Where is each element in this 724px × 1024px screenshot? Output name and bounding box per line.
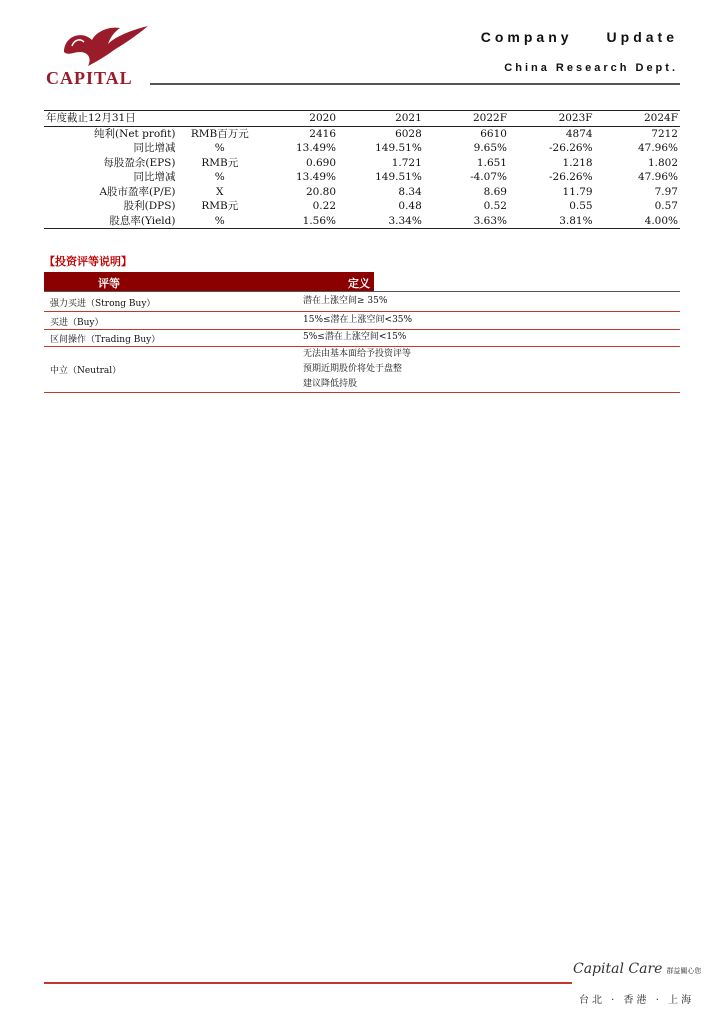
logo-wordmark: CAPITAL — [46, 68, 133, 88]
cell-value: 6028 — [395, 127, 422, 140]
rating-row — [44, 294, 680, 312]
rating-definition: 建议降低持股 — [303, 379, 358, 389]
table-header-row — [44, 111, 680, 127]
cell-value: 3.63% — [424, 214, 509, 229]
rating-row — [44, 347, 680, 393]
cell-value: -4.07% — [470, 171, 507, 183]
row-label: 每股盈余(EPS) — [103, 156, 176, 169]
row-label: 股利(DPS) — [123, 200, 176, 212]
cell-value: 20.80 — [305, 185, 337, 198]
table-row — [44, 214, 680, 229]
rating-name: 买进（Buy） — [50, 318, 104, 328]
footer-logo-text: Capital Care — [573, 961, 663, 977]
rating-column-header: 评等 — [98, 277, 120, 290]
capital-logo — [44, 22, 156, 88]
rating-row — [44, 313, 680, 330]
title-company: Company — [480, 29, 573, 45]
cell-value: 8.34 — [398, 185, 422, 198]
cell-value: 1.651 — [476, 156, 507, 169]
table-row — [44, 156, 680, 171]
capital-care-logo — [573, 961, 701, 977]
footer-logo-cn: 群益關心您 — [666, 967, 702, 975]
header-year: 2020 — [262, 111, 338, 127]
header-year: 2022F — [424, 111, 509, 127]
row-unit: RMB元 — [201, 200, 239, 212]
row-label: A股市盈率(P/E) — [99, 185, 176, 198]
cell-value: 0.52 — [483, 200, 507, 212]
rating-definition: 无法由基本面给予投资评等 — [303, 349, 412, 359]
cell-value: 0.690 — [305, 156, 337, 169]
cell-value: 11.79 — [562, 185, 593, 198]
cell-value: 149.51% — [375, 171, 422, 183]
row-label: 同比增减 — [133, 142, 176, 154]
cell-value: 6610 — [480, 127, 507, 140]
cell-value: 3.34% — [338, 214, 424, 229]
cell-value: 8.69 — [483, 185, 507, 198]
row-unit: % — [214, 142, 225, 154]
cell-value: 1.721 — [391, 156, 422, 169]
cell-value: -26.26% — [548, 142, 593, 154]
row-label: 股息率(Yield) — [44, 214, 177, 229]
rating-row — [44, 330, 680, 347]
header-unit — [177, 111, 262, 127]
rating-header-rule — [44, 291, 680, 292]
cell-value: 13.49% — [295, 142, 337, 154]
row-unit: RMB元 — [201, 156, 239, 169]
cell-value: -26.26% — [548, 171, 593, 183]
header-rule — [150, 83, 680, 85]
cell-value: 0.22 — [312, 200, 337, 212]
rating-definition: 潜在上涨空间≥ 35% — [303, 296, 388, 306]
header-year: 2021 — [338, 111, 424, 127]
cell-value: 0.48 — [398, 200, 422, 212]
cell-value: 7.97 — [654, 185, 678, 198]
financial-summary-table — [44, 110, 680, 229]
cell-value: 149.51% — [375, 142, 422, 154]
rating-table-header — [44, 272, 374, 291]
rating-definition: 15%≤潜在上涨空间<35% — [303, 315, 413, 325]
title-update: Update — [606, 29, 678, 45]
cell-value: 4.00% — [595, 214, 680, 229]
cell-value: 1.218 — [562, 156, 593, 169]
cell-value: 47.96% — [637, 171, 678, 183]
definition-column-header: 定义 — [348, 277, 370, 290]
rating-name: 强力买进（Strong Buy） — [50, 299, 156, 309]
table-row — [44, 141, 680, 156]
cell-value: 9.65% — [473, 142, 507, 154]
bird-logo-icon — [58, 22, 150, 68]
row-label: 纯利(Net profit) — [94, 127, 176, 140]
row-unit: % — [214, 171, 225, 183]
rating-definition: 5%≤潜在上涨空间<15% — [303, 332, 407, 342]
rating-section-title: 【投资评等说明】 — [44, 255, 132, 268]
report-type-title — [481, 29, 678, 45]
row-unit: X — [216, 185, 224, 198]
rating-name: 区间操作（Trading Buy） — [50, 335, 161, 345]
department-label: China Research Dept. — [504, 62, 678, 74]
rating-definition: 预期近期股价将处于盘整 — [303, 364, 403, 374]
table-row — [44, 199, 680, 214]
header-label: 年度截止12月31日 — [44, 111, 177, 127]
cell-value: 0.55 — [569, 200, 593, 212]
cell-value: 1.802 — [647, 156, 678, 169]
cell-value: 3.81% — [509, 214, 595, 229]
table-row — [44, 126, 680, 141]
row-label: 同比增减 — [133, 171, 176, 183]
cell-value: 1.56% — [262, 214, 338, 229]
header-year: 2023F — [509, 111, 595, 127]
cell-value: 7212 — [651, 127, 678, 140]
footer-rule — [44, 982, 572, 984]
row-unit: % — [177, 214, 262, 229]
table-row — [44, 185, 680, 200]
header-year: 2024F — [595, 111, 680, 127]
row-unit: RMB百万元 — [190, 127, 249, 140]
table-row — [44, 170, 680, 185]
cell-value: 47.96% — [637, 142, 678, 154]
footer-cities: 台北 · 香港 · 上海 — [579, 995, 695, 1006]
cell-value: 0.57 — [654, 200, 678, 212]
cell-value: 4874 — [565, 127, 593, 140]
cell-value: 13.49% — [295, 171, 337, 183]
rating-name: 中立（Neutral） — [50, 366, 122, 376]
cell-value: 2416 — [309, 127, 337, 140]
